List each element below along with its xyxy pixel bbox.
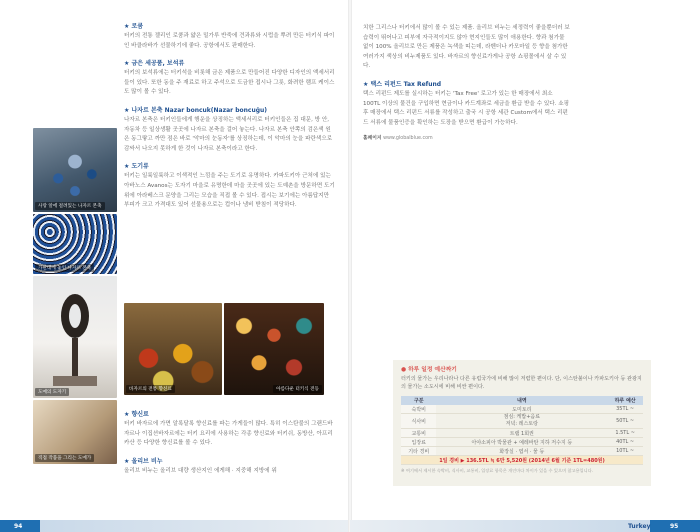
- pottery-sculpture-illustration: [33, 276, 117, 398]
- section-jewelry: [124, 59, 336, 98]
- photo-spices: [124, 303, 222, 395]
- section-body: 터키의 전통 젤리인 로쿰과 얇은 밀가루 반죽에 견과류와 시럽을 뿌려 만든 터키식 파이인 바클라바가 선물하기에 좋다. 공항에서도 판매한다.: [124, 33, 335, 49]
- star-icon: ★: [124, 60, 132, 68]
- table-cell: 10TL ~: [607, 447, 643, 456]
- section-title: 금은 세공품, 보석류: [131, 60, 185, 68]
- running-title: Turkey: [628, 523, 651, 530]
- budget-info-box: [393, 360, 651, 486]
- footer-bar: [0, 520, 350, 532]
- table-cell: 아야소피아 박물관 + 예레바탄 지하 저수지 등: [436, 438, 607, 447]
- table-cell: 1.5TL ~: [607, 429, 643, 438]
- section-body: 터키 바자르에 가면 알록달록 향신료를 파는 가게들이 많다. 특히 이스탄불의 그랜드바자르나 이집션바자르에는 터키 요리에 사용하는 각종 향신료와 터키쉬, 동방산, 아프리카산 등 다양한 향신료를 볼 수 있다.: [124, 421, 333, 447]
- section-tax-refund: [363, 80, 571, 144]
- star-icon: ★: [124, 163, 132, 171]
- star-icon: ★: [124, 106, 132, 114]
- photo-pottery-sculpture: [33, 276, 117, 398]
- budget-note: ※ 여기에서 제시한 숙박비, 식사비, 교통비, 입장료 항목은 개인마다 차이가 있을 수 있으며 참고용입니다.: [401, 468, 593, 474]
- table-cell: 기타 경비: [401, 447, 436, 456]
- section-body: 터키의 보석류에는 터키석을 비롯해 금은 제품으로 만들어진 다양한 디자인의 액세서리들이 있다. 또한 동을 주 재료로 하고 주석으로 도금한 접시나 그릇, 화려한 램프 케이스도 많이 볼 수 있다.: [124, 70, 335, 96]
- table-cell: 35TL ~: [607, 405, 643, 414]
- total-cell: 1일 경비 ▶ 136.5TL ≒ 6만 5,520원 (2014년 6월 기준 1TL=480원): [401, 456, 643, 465]
- photo-nazar-tree: [33, 128, 117, 212]
- budget-title: ● 하루 일정 예산짜기: [401, 367, 457, 373]
- right-page: [350, 0, 700, 532]
- text-column: [363, 24, 571, 144]
- section-title: 도기류: [131, 163, 149, 171]
- budget-table: [401, 396, 643, 466]
- photo-nazar-stand: [33, 214, 117, 274]
- photo-pottery-artist: [33, 400, 117, 464]
- section-title: 올리브 비누: [131, 457, 163, 465]
- table-header-row: [401, 396, 643, 405]
- table-cell: 40TL ~: [607, 438, 643, 447]
- budget-description: 터키의 물가는 우리나라나 다른 유럽국가에 비해 많이 저렴한 편이다. 단, 이스탄불이나 카파도키아 등 관광지의 물가는 소도시에 비해 비싼 편이다.: [401, 376, 642, 391]
- table-row: [401, 438, 643, 447]
- section-title: 택스 리펀드 Tax Refund: [370, 80, 442, 88]
- text-column-top: [124, 22, 336, 211]
- photo-caption: 사랑 알에 걸려있는 나자르 본축: [35, 202, 105, 210]
- table-cell: 숙박비: [401, 405, 436, 414]
- table-cell: 교통비: [401, 429, 436, 438]
- table-row: [401, 447, 643, 456]
- photo-caption: 아름다운 터키식 전등: [273, 385, 322, 393]
- star-icon: ★: [124, 23, 132, 30]
- star-icon: ★: [124, 457, 132, 465]
- column-header: 구분: [401, 396, 436, 405]
- star-icon: ★: [363, 80, 371, 88]
- section-title: 나자르 본축 Nazar boncuk(Nazar boncuğu): [131, 106, 268, 114]
- table-cell: 트램 1회권: [436, 429, 607, 438]
- table-row: [401, 405, 643, 414]
- table-cell: 입장료: [401, 438, 436, 447]
- section-title: 로쿰: [131, 23, 144, 30]
- section-title: 향신료: [131, 411, 149, 418]
- section-body: 터키는 일륙일륙하고 이색적인 느낌을 주는 도기로 유명하다. 카파도키아 근처에 있는 아바노스 Avanos는 도자기 마을로 유명한데 마을 곳곳에 있는 도예촌을 방문하면 도기 위에 아라베스크 문양을 그리는 모습을 직접 볼 수 있다. 접시는 보기에는 아름답지만 부피가 크고 가격대도 있어 선물용으로는 컵이나 냄비 받침이 적당하다.: [124, 173, 335, 209]
- section-nazar: [124, 106, 336, 154]
- continued-paragraph: 치한 그리스나 터키에서 많이 볼 수 있는 제품. 올리브 비누는 세정력이 좋을뿐더러 보습력이 뛰어나고 피부에 자극적이지도 않아 현지인들도 많이 애용한다. 향과 첨가물 없이 100% 올리브로 만든 제품은 녹색을 띠는데, 라벤더나 카모마일 등 향을 첨가한 여러가지 색상의 비누제품도 있다. 바자르의 향신료가게나 공항 쇼핑몰에서 살 수 있다.: [363, 25, 570, 70]
- homepage-label: 홈페이지: [363, 136, 382, 142]
- column-header: 하루 예산: [607, 396, 643, 405]
- table-cell: 50TL ~: [607, 414, 643, 429]
- page-number: 94: [14, 523, 23, 530]
- table-row: [401, 429, 643, 438]
- section-lokum: [124, 22, 336, 51]
- table-total-row: [401, 456, 643, 465]
- star-icon: ★: [124, 411, 132, 418]
- photo-lamps: [224, 303, 324, 395]
- table-cell: 화장실 · 엽서 · 물 등: [436, 447, 607, 456]
- table-row: [401, 414, 643, 429]
- homepage-url[interactable]: www.globalblue.com: [383, 136, 433, 142]
- section-body: 올리브 비누는 올리브 대량 생산지인 에게해 · 지중해 지방에 위: [124, 467, 277, 474]
- photo-caption: 가판대에 놓인 나자르 본축: [35, 264, 94, 272]
- page-number: 95: [670, 523, 679, 530]
- column-header: 내역: [436, 396, 607, 405]
- section-ceramics: [124, 162, 336, 210]
- homepage-line: [363, 134, 571, 144]
- photo-caption: 도예의 도자기: [35, 388, 69, 396]
- photo-caption: 바자르의 전통 향신료: [126, 385, 175, 393]
- table-cell: 식사비: [401, 414, 436, 429]
- table-cell: 점심: 케밥+음료 저녁: 레스토랑: [436, 414, 607, 429]
- section-olive-soap: [124, 457, 336, 477]
- section-spices: [124, 410, 336, 449]
- photo-caption: 직접 작품을 그리는 도예가: [35, 454, 94, 462]
- table-cell: 도미토리: [436, 405, 607, 414]
- section-body: 택스 리펀드 제도를 실시하는 터키는 'Tax Free' 로고가 있는 한 매장에서 최소 100TL 이상의 물건을 구입하면 현금이나 카드계좌로 세금을 환급 받을 수 있다. 쇼핑 후 매장에서 택스 리펀드 서류를 작성하고 출국 시 공항 세관 Custom에서 택스 리펀드 서류에 물품인증을 확인하는 도장을 받으면 환급이 가능하다.: [363, 90, 570, 126]
- section-body: 나자르 본축은 터키인들에게 행운을 상징하는 액세서리로 터키인들은 집 대문, 방 안, 자동차 등 일상생활 곳곳에 나자르 본축을 걸어 놓는다. 나자르 본축 안쪽의 검은색 원은 동그랗고 까만 점은 바로 '악마의 눈동자'를 상징하는데, 이 악마의 눈을 파란색으로 감싸서 나오지 못하게 한 것이 나자르 본축이라고 한다.: [124, 116, 333, 152]
- text-column-bottom: [124, 410, 336, 476]
